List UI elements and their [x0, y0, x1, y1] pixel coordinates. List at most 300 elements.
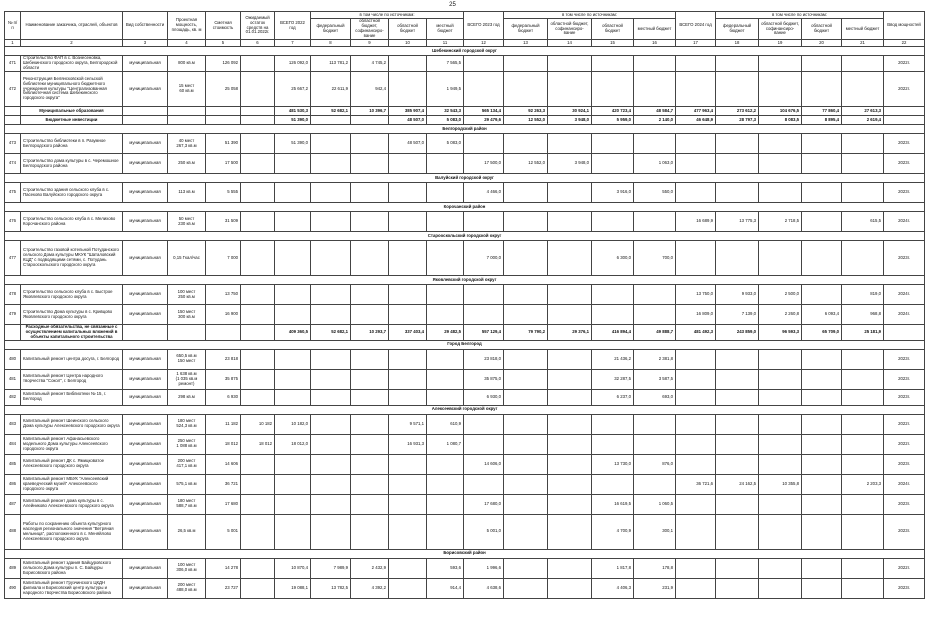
section-title: Корочанский район [5, 203, 925, 212]
object-name-cell: Строительство сельского клуба в с. Мелихово Корочанского района [21, 212, 123, 232]
table-cell: 51 390,0 [275, 116, 311, 125]
table-body [5, 12, 925, 599]
column-number: 17 [676, 40, 716, 47]
table-cell: 1 996,6 [464, 558, 504, 578]
table-cell [759, 349, 802, 369]
table-cell [241, 241, 275, 276]
table-cell: муниципальная [123, 474, 168, 494]
table-cell [311, 494, 351, 514]
table-cell [759, 434, 802, 454]
table-cell [389, 305, 427, 325]
table-cell [504, 434, 548, 454]
table-cell [241, 349, 275, 369]
table-cell [504, 285, 548, 305]
table-cell: 113 кв.м [168, 183, 206, 203]
table-cell: 17 680 [206, 494, 241, 514]
table-cell [389, 285, 427, 305]
table-cell: 4 406,3 [592, 578, 634, 598]
header-name: Наименование заказчика, отраслей, объектов [21, 12, 123, 40]
table-cell [716, 514, 759, 549]
object-name-cell: Реконструкция Белянсковской сельской библиотеки муниципального бюджетного учреждения культуры "Централизованная библиотечная система Шебекинского городского округа" [21, 72, 123, 107]
table-cell: 481 [5, 369, 21, 389]
table-cell [842, 454, 884, 474]
table-cell [389, 183, 427, 203]
table-cell [504, 241, 548, 276]
table-cell [389, 56, 427, 72]
table-cell: 17 680,0 [464, 494, 504, 514]
table-cell: 550,0 [634, 183, 676, 203]
header-sources-2022: в том числе по источникам: [311, 12, 464, 19]
table-cell: 14 606 [206, 454, 241, 474]
table-cell [802, 474, 842, 494]
table-cell [351, 474, 389, 494]
column-number: 19 [759, 40, 802, 47]
object-name-cell: Строительство здания сельского клуба в с. Пасеково Валуйского городского округа [21, 183, 123, 203]
table-cell: 472 [5, 72, 21, 107]
column-number: 22 [884, 40, 925, 47]
table-cell: 942,4 [351, 72, 389, 107]
table-cell [351, 494, 389, 514]
table-cell: 2023г. [884, 241, 925, 276]
table-cell [592, 134, 634, 154]
table-cell: 79 790,2 [504, 325, 548, 341]
table-cell [759, 454, 802, 474]
table-cell: 52 682,1 [311, 325, 351, 341]
table-cell: 3 948,0 [548, 154, 592, 174]
table-cell [716, 414, 759, 434]
object-name-cell: Строительство библиотеки в п. Разумное Белгородского района [21, 134, 123, 154]
header-local-2024: местный бюджет [842, 19, 884, 40]
table-cell [275, 389, 311, 405]
table-cell: 16 689,9 [676, 212, 716, 232]
header-commissioning: Ввод мощностей [884, 12, 925, 40]
table-cell: муниципальная [123, 434, 168, 454]
table-cell [351, 414, 389, 434]
table-cell: 484 [5, 434, 21, 454]
table-cell: 2 203,3 [842, 474, 884, 494]
header-total-2024: ВСЕГО 2024 год [676, 12, 716, 40]
table-cell: 25 058 [206, 72, 241, 107]
table-cell [275, 369, 311, 389]
table-cell [351, 389, 389, 405]
table-cell: 2023г. [884, 369, 925, 389]
table-cell: 4 466,0 [464, 183, 504, 203]
table-cell: 35 875,0 [464, 369, 504, 389]
table-cell [311, 414, 351, 434]
table-cell: 10 182 [241, 414, 275, 434]
table-cell: 23 818 [206, 349, 241, 369]
table-cell: 48 507,0 [389, 116, 427, 125]
table-row [5, 154, 925, 174]
table-cell: 13 730,0 [592, 454, 634, 474]
table-cell: 30 924,1 [548, 107, 592, 116]
table-cell: 477 963,4 [676, 107, 716, 116]
table-cell: 46 648,9 [676, 116, 716, 125]
table-cell: 914,4 [427, 578, 464, 598]
table-cell: 298 кв.м [168, 389, 206, 405]
table-cell [592, 285, 634, 305]
header-federal-2022: федеральный бюджет [311, 19, 351, 40]
table-cell [676, 56, 716, 72]
table-cell [275, 183, 311, 203]
table-cell: 250 кв.м [168, 154, 206, 174]
table-cell [548, 349, 592, 369]
table-cell [351, 241, 389, 276]
table-cell: 25 667,2 [275, 72, 311, 107]
table-cell: 486 [5, 474, 21, 494]
table-cell: 4 700,9 [592, 514, 634, 549]
table-cell [241, 212, 275, 232]
table-cell: 2 500,0 [759, 285, 802, 305]
table-cell: 32 543,3 [427, 107, 464, 116]
section-row [5, 125, 925, 134]
table-cell: муниципальная [123, 285, 168, 305]
table-cell: муниципальная [123, 414, 168, 434]
table-cell [759, 241, 802, 276]
table-cell [241, 285, 275, 305]
table-cell [389, 72, 427, 107]
header-cofin-2023: областной бюджет, софинансиро-вание [548, 19, 592, 40]
table-cell [504, 454, 548, 474]
table-cell [275, 285, 311, 305]
table-cell: 2024г. [884, 474, 925, 494]
table-row [5, 241, 925, 276]
table-cell [716, 454, 759, 474]
object-name-cell: Капитальный ремонт здания Байцуровского сельского Дома культуры п. С. Байцуры Борисовского района [21, 558, 123, 578]
table-cell [676, 578, 716, 598]
object-name-cell: Капитальный ремонт дома культуры в с. Алейниково Алексеевского городского округа [21, 494, 123, 514]
table-cell: 876,0 [634, 454, 676, 474]
table-cell: 22 611,9 [311, 72, 351, 107]
table-cell [427, 349, 464, 369]
table-cell: 487 [5, 494, 21, 514]
table-cell: 24 162,5 [716, 474, 759, 494]
table-cell: 49 888,7 [634, 325, 676, 341]
table-cell [716, 369, 759, 389]
table-cell: 100 мест 306,0 кв.м [168, 558, 206, 578]
table-cell [275, 474, 311, 494]
table-cell: 968,8 [842, 305, 884, 325]
table-cell [716, 154, 759, 174]
table-cell [802, 414, 842, 434]
section-title: Шебекинский городской округ [5, 47, 925, 56]
table-cell [884, 325, 925, 341]
table-row [5, 454, 925, 474]
table-cell: 1 949,5 [427, 72, 464, 107]
table-cell [759, 558, 802, 578]
table-cell [168, 107, 206, 116]
table-cell [311, 154, 351, 174]
table-cell: муниципальная [123, 154, 168, 174]
table-cell: 7 000 [206, 241, 241, 276]
table-cell: 610,9 [427, 414, 464, 434]
table-cell [464, 305, 504, 325]
table-cell: 13 750,0 [676, 285, 716, 305]
table-cell: 16 809,0 [676, 305, 716, 325]
table-cell [168, 116, 206, 125]
table-cell [759, 183, 802, 203]
table-cell: 7 565,5 [427, 56, 464, 72]
table-cell [802, 134, 842, 154]
table-cell [504, 212, 548, 232]
table-cell [206, 107, 241, 116]
table-cell [123, 107, 168, 116]
table-cell [351, 212, 389, 232]
table-cell: 9 571,1 [389, 414, 427, 434]
table-cell [241, 72, 275, 107]
table-cell [716, 349, 759, 369]
table-row [5, 183, 925, 203]
table-cell: 29 376,1 [548, 325, 592, 341]
table-cell [716, 558, 759, 578]
table-cell [842, 389, 884, 405]
header-sources-2023: в том числе по источникам: [504, 12, 676, 19]
table-cell [802, 349, 842, 369]
section-row [5, 276, 925, 285]
column-number: 7 [275, 40, 311, 47]
table-cell: 180 мест 588,7 кв.м [168, 494, 206, 514]
table-cell: 25 181,9 [842, 325, 884, 341]
table-cell: 13 775,3 [716, 212, 759, 232]
section-title: Алексеевский городской округ [5, 405, 925, 414]
header-federal-2023: федеральный бюджет [504, 19, 548, 40]
table-cell: муниципальная [123, 183, 168, 203]
table-cell [884, 116, 925, 125]
table-cell: 50 мест 230 кв.м [168, 212, 206, 232]
table-cell: 10 355,8 [759, 474, 802, 494]
table-cell: 6 237,0 [592, 389, 634, 405]
table-cell [548, 389, 592, 405]
table-cell: муниципальная [123, 305, 168, 325]
table-cell: 0,15 Гкал/час [168, 241, 206, 276]
column-number: 8 [311, 40, 351, 47]
table-cell: 4 392,2 [351, 578, 389, 598]
table-cell [275, 305, 311, 325]
table-cell [241, 494, 275, 514]
table-cell: 18 012 [241, 434, 275, 454]
table-cell: 113 781,2 [311, 56, 351, 72]
table-cell: 273 612,2 [716, 107, 759, 116]
table-cell: муниципальная [123, 349, 168, 369]
table-cell: 2022г. [884, 72, 925, 107]
table-cell [427, 212, 464, 232]
table-cell: 48 507,0 [389, 134, 427, 154]
table-cell [311, 349, 351, 369]
table-cell [504, 494, 548, 514]
column-number-row [5, 40, 925, 47]
table-cell: 14 606,0 [464, 454, 504, 474]
section-row [5, 405, 925, 414]
table-cell: 2023г. [884, 454, 925, 474]
table-cell: 18 012 [206, 434, 241, 454]
table-cell [802, 212, 842, 232]
header-regional-2022: областной бюджет [389, 19, 427, 40]
header-total-2023: ВСЕГО 2023 год [464, 12, 504, 40]
table-cell [311, 369, 351, 389]
table-cell: 2023г. [884, 183, 925, 203]
table-cell: 693,0 [634, 389, 676, 405]
table-cell: 29 482,5 [427, 325, 464, 341]
table-cell: муниципальная [123, 454, 168, 474]
table-cell [592, 305, 634, 325]
table-cell: 250 мест 1 088 кв.м [168, 434, 206, 454]
table-cell: 337 403,4 [389, 325, 427, 341]
column-number: 13 [504, 40, 548, 47]
table-cell [716, 183, 759, 203]
table-cell: 478 [5, 285, 21, 305]
table-cell [842, 349, 884, 369]
object-name-cell: Работы по сохранению объекта культурного наследия регионального значения "Ветряная мельница", расположенного в с. Меняйлово Алексеевского городского округа [21, 514, 123, 549]
table-cell: 593,6 [427, 558, 464, 578]
column-number: 18 [716, 40, 759, 47]
table-row [5, 389, 925, 405]
table-cell [548, 183, 592, 203]
table-cell: 481 530,3 [275, 107, 311, 116]
table-cell [548, 134, 592, 154]
table-cell [676, 241, 716, 276]
table-cell [842, 72, 884, 107]
table-cell: 231,9 [634, 578, 676, 598]
column-number: 14 [548, 40, 592, 47]
table-cell: 16 900 [206, 305, 241, 325]
table-cell: 800 кв.м [168, 56, 206, 72]
table-cell: 2023г. [884, 389, 925, 405]
table-cell [241, 183, 275, 203]
header-regional-2024: областной бюджет [802, 19, 842, 40]
table-cell: 178,8 [634, 558, 676, 578]
table-cell [842, 134, 884, 154]
header-capacity: Проектная мощность, площадь, кв. м [168, 12, 206, 40]
table-cell [504, 474, 548, 494]
table-cell: 200 мест 488,0 кв.м [168, 578, 206, 598]
table-cell [634, 305, 676, 325]
table-cell [275, 349, 311, 369]
table-cell: 819,0 [842, 285, 884, 305]
table-cell: 2023г. [884, 134, 925, 154]
table-cell: 65 709,0 [802, 325, 842, 341]
table-cell: 36 721 [206, 474, 241, 494]
table-cell [802, 434, 842, 454]
table-cell [351, 154, 389, 174]
table-cell [427, 389, 464, 405]
table-cell: 700,0 [634, 241, 676, 276]
table-cell [241, 369, 275, 389]
section-row [5, 549, 925, 558]
table-cell [548, 285, 592, 305]
table-row [5, 56, 925, 72]
table-cell: 51 390,0 [275, 134, 311, 154]
table-cell [464, 72, 504, 107]
table-cell [241, 134, 275, 154]
table-cell: 409 360,5 [275, 325, 311, 341]
table-cell [548, 454, 592, 474]
table-cell: 26,5 кв.м [168, 514, 206, 549]
table-cell: 126 092 [206, 56, 241, 72]
section-title: Старооскольский городской округ [5, 232, 925, 241]
table-cell: 5 083,0 [427, 134, 464, 154]
section-row [5, 174, 925, 183]
header-row-top [5, 12, 925, 19]
table-cell [634, 56, 676, 72]
table-cell [548, 578, 592, 598]
table-cell: 2023г. [884, 494, 925, 514]
section-row [5, 203, 925, 212]
table-cell [676, 414, 716, 434]
table-cell [842, 558, 884, 578]
section-title: Яковлевский городской округ [5, 276, 925, 285]
table-cell [759, 389, 802, 405]
column-number: 11 [427, 40, 464, 47]
table-cell [504, 369, 548, 389]
column-number: 9 [351, 40, 389, 47]
table-cell: 7 139,0 [716, 305, 759, 325]
table-row [5, 414, 925, 434]
table-cell [389, 494, 427, 514]
table-cell: 19 088,1 [275, 578, 311, 598]
table-row [5, 434, 925, 454]
investment-table [4, 11, 925, 599]
table-cell: 28 797,3 [716, 116, 759, 125]
column-number: 6 [241, 40, 275, 47]
table-cell: 2023г. [884, 578, 925, 598]
object-name-cell: Капитальный ремонт МБУК "Алексеевский краеведческий музей" Алексеевского городского округа [21, 474, 123, 494]
table-cell [351, 514, 389, 549]
table-cell: 16 619,5 [592, 494, 634, 514]
table-cell [634, 134, 676, 154]
table-cell [427, 241, 464, 276]
table-cell [464, 414, 504, 434]
header-regional-2023: областной бюджет [592, 19, 634, 40]
object-name-cell: Капитальный ремонт Библиотеки № 15, г. Белгород [21, 389, 123, 405]
table-cell [759, 72, 802, 107]
table-cell: 4 638,6 [464, 578, 504, 598]
table-cell [464, 285, 504, 305]
table-row [5, 212, 925, 232]
table-cell: 32 287,5 [592, 369, 634, 389]
table-cell [716, 494, 759, 514]
table-cell: 18 012,0 [275, 434, 311, 454]
table-cell: 92 263,3 [504, 107, 548, 116]
header-remaining: Ожидаемый остаток средств на 01.01.2022г. [241, 12, 275, 40]
table-cell [676, 134, 716, 154]
table-cell: 200 мест 417,1 кв.м [168, 454, 206, 474]
table-cell [759, 514, 802, 549]
page-number: 25 [449, 2, 456, 8]
object-name-cell: Строительство Дома культуры в с. Кривцово Яковлевского городского округа [21, 305, 123, 325]
table-cell [427, 154, 464, 174]
table-cell [351, 454, 389, 474]
table-cell [351, 349, 389, 369]
table-cell: муниципальная [123, 369, 168, 389]
table-cell: 474 [5, 154, 21, 174]
table-cell [311, 454, 351, 474]
table-cell: 1 080,7 [427, 434, 464, 454]
table-cell [241, 558, 275, 578]
table-cell [504, 305, 548, 325]
table-row [5, 494, 925, 514]
table-cell [592, 434, 634, 454]
table-cell: 52 682,1 [311, 107, 351, 116]
table-cell [548, 414, 592, 434]
table-cell [548, 369, 592, 389]
table-cell: 10 396,7 [351, 107, 389, 116]
table-row [5, 285, 925, 305]
table-cell [759, 154, 802, 174]
table-cell [548, 72, 592, 107]
table-cell [504, 134, 548, 154]
table-cell [842, 414, 884, 434]
table-cell [759, 369, 802, 389]
